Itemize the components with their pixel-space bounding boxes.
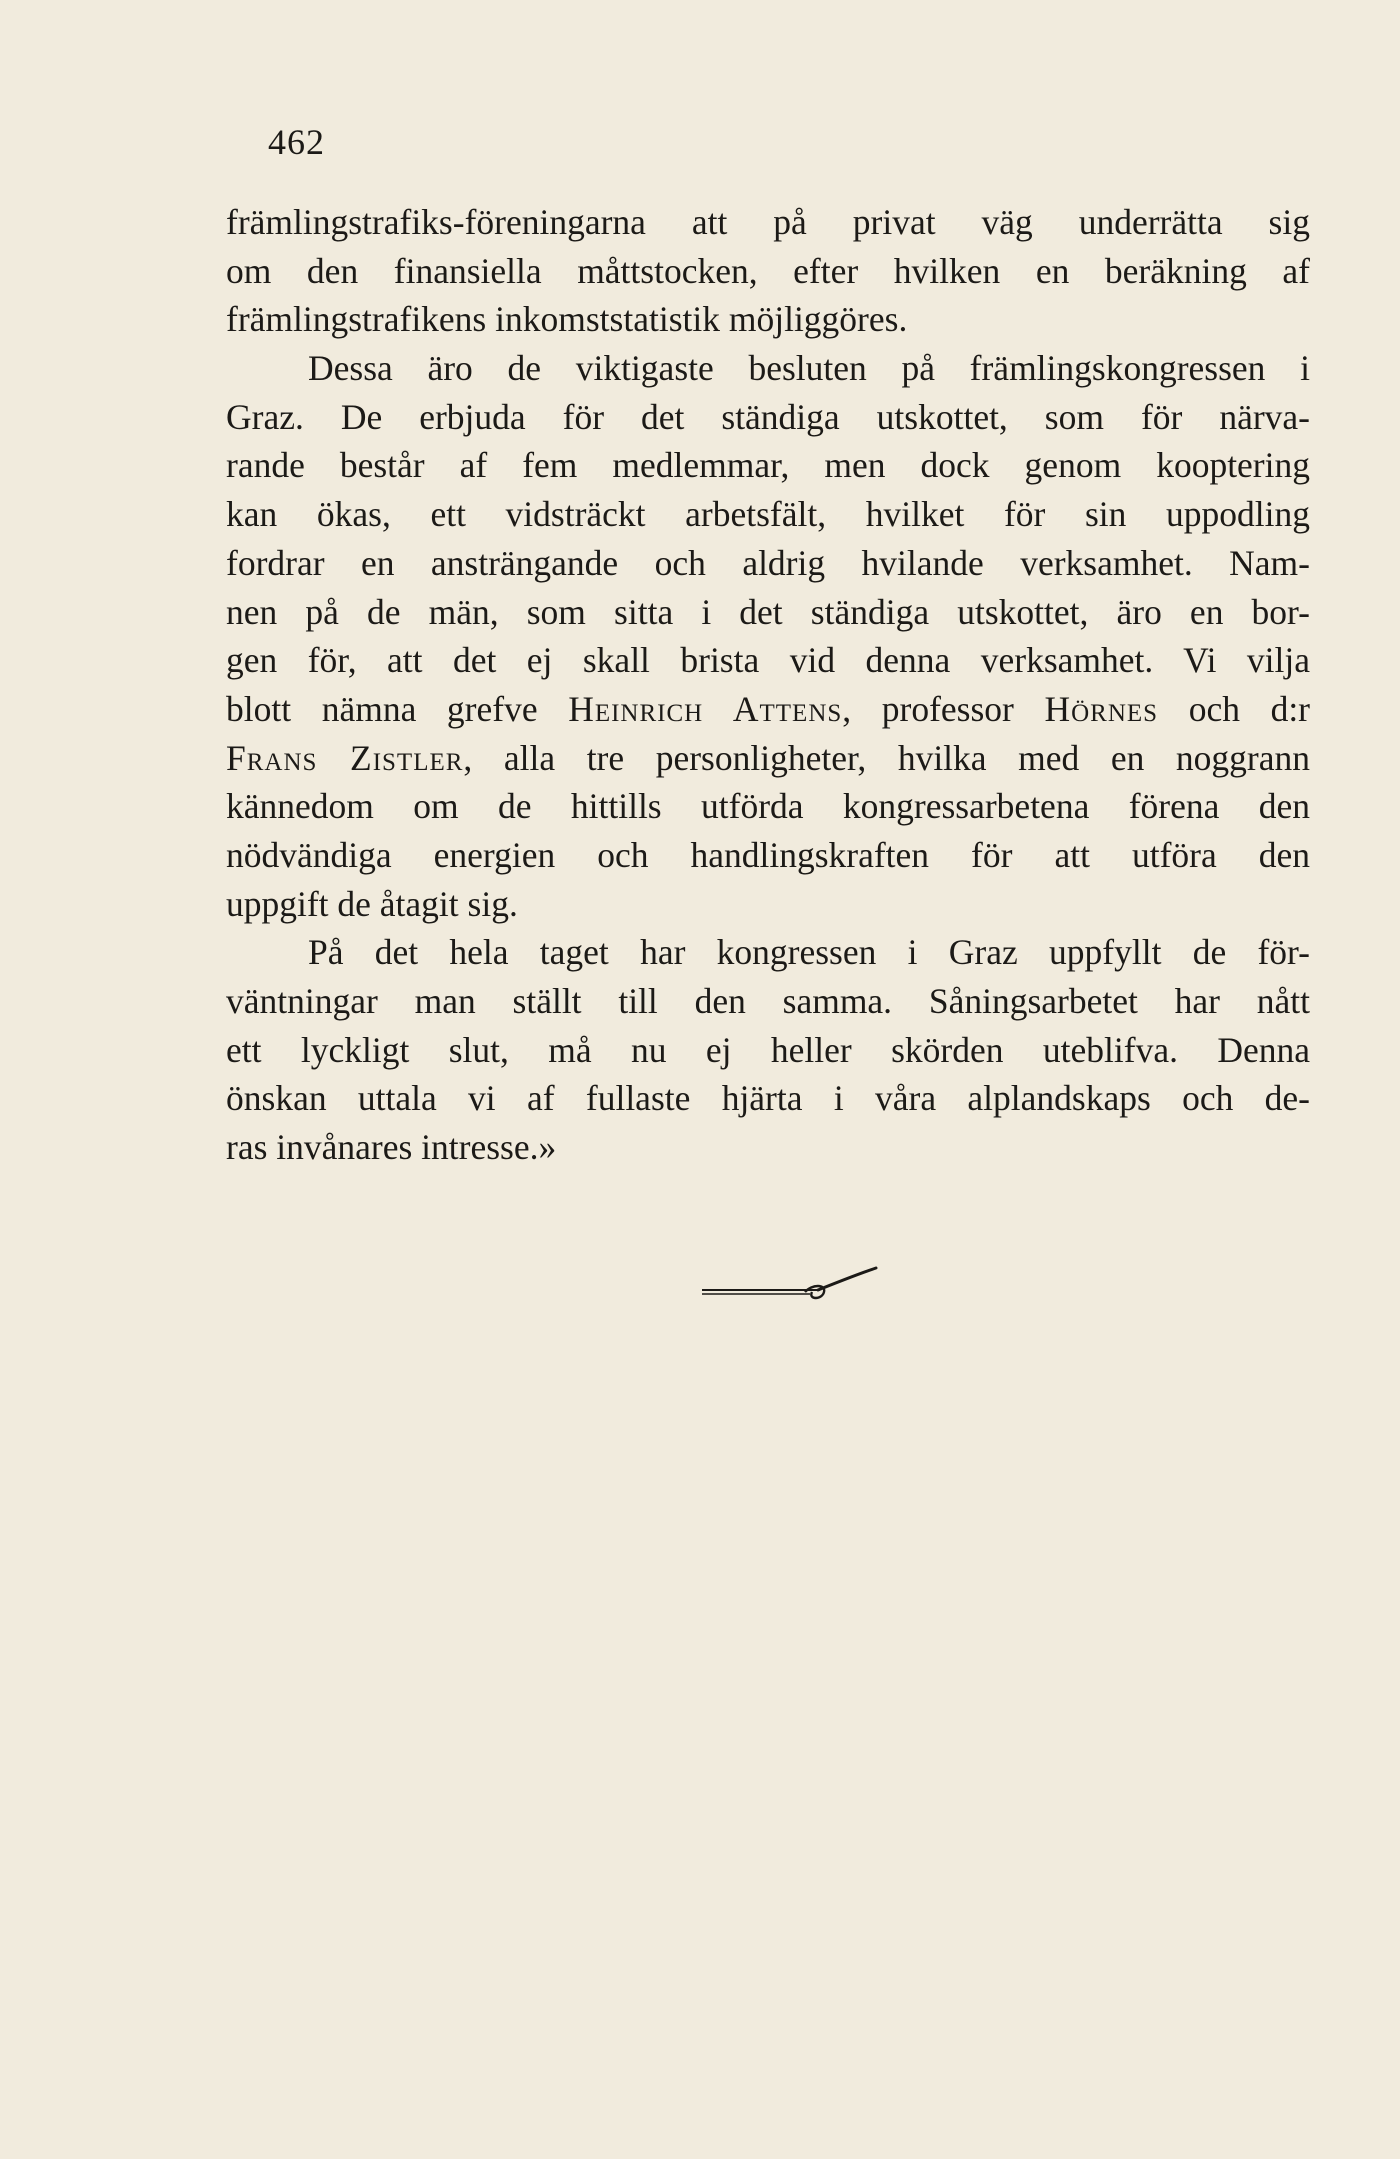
text-line-names xyxy=(226,734,1310,783)
text-fragment: blott nämna grefve xyxy=(226,688,569,729)
text-line: önskan uttala vi af fullaste hjärta i våra alplandskaps och de- xyxy=(226,1078,1310,1119)
text-line: fordrar en ansträngande och aldrig hvilande verksamhet. Nam- xyxy=(226,542,1310,583)
text-line: främlingstrafikens inkomststatistik möjliggöres. xyxy=(226,299,908,340)
text-fragment: , professor xyxy=(842,688,1045,729)
text-line: väntningar man ställt till den samma. Såningsarbetet har nått xyxy=(226,981,1310,1021)
text-fragment: , alla tre personligheter, hvilka med en noggrann xyxy=(463,737,1310,778)
text-line: ras invånares intresse.» xyxy=(226,1127,557,1168)
text-line: rande består af fem medlemmar, men dock genom kooptering xyxy=(226,445,1310,486)
text-line: Dessa äro de viktigaste besluten på främlingskongressen i xyxy=(308,348,1310,389)
person-name: Frans Zistler xyxy=(226,737,464,778)
text-line: ett lyckligt slut, må nu ej heller skörden uteblifva. Denna xyxy=(226,1029,1310,1070)
text-line: kan ökas, ett vidsträckt arbetsfält, hvilket för sin uppodling xyxy=(226,494,1310,535)
page-number: 462 xyxy=(268,122,325,162)
text-fragment: och d:r xyxy=(1158,688,1310,729)
text-line: uppgift de åtagit sig. xyxy=(226,883,518,924)
text-line: om den finansiella måttstocken, efter hvilken en beräkning af xyxy=(226,250,1310,291)
text-line: kännedom om de hittills utförda kongressarbetena förena den xyxy=(226,786,1310,827)
text-line: Graz. De erbjuda för det ständiga utskottet, som för närva- xyxy=(226,396,1310,437)
person-name: Heinrich Attens xyxy=(568,688,843,729)
body-text xyxy=(226,198,1310,1172)
text-line: gen för, att det ej skall brista vid denna verksamhet. Vi vilja xyxy=(226,640,1310,681)
person-name: Hörnes xyxy=(1044,688,1159,729)
text-line: nen på de män, som sitta i det ständiga utskottet, äro en bor- xyxy=(226,591,1310,632)
text-line: främlingstrafiks-föreningarna att på privat väg underrätta sig xyxy=(226,202,1310,242)
text-line-names xyxy=(226,685,1310,734)
text-line: nödvändiga energien och handlingskraften för att utföra den xyxy=(226,834,1310,875)
flourish-divider-icon xyxy=(700,1262,880,1302)
text-line: På det hela taget har kongressen i Graz uppfyllt de för- xyxy=(308,932,1310,973)
